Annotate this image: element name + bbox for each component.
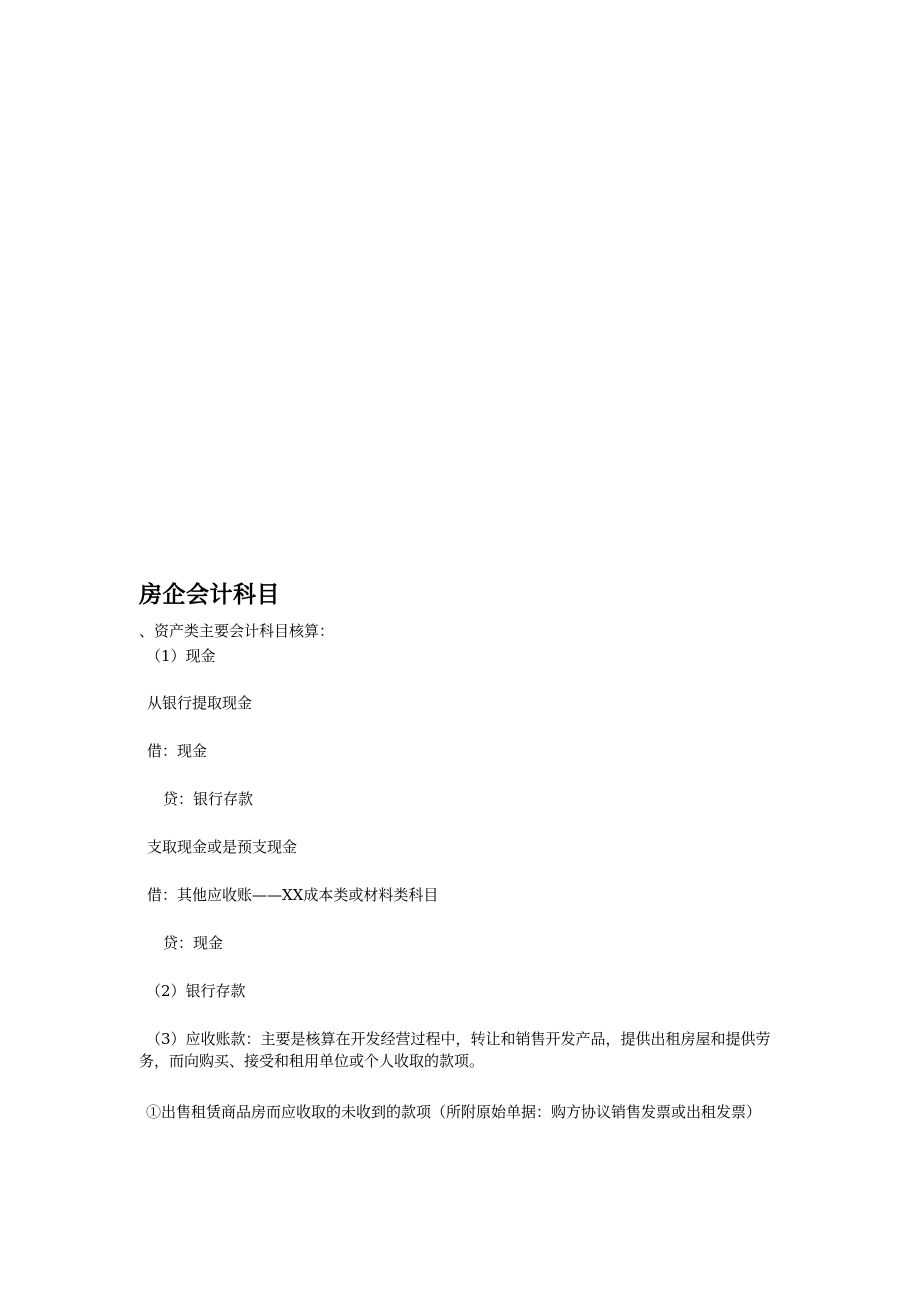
- item-bank-deposit-heading: （2）银行存款: [146, 982, 246, 1000]
- section-heading-assets: 、资产类主要会计科目核算：: [139, 622, 335, 640]
- text-withdraw-cash: 从银行提取现金: [147, 694, 253, 712]
- entry-credit-bank-deposit: 贷：银行存款: [163, 790, 254, 808]
- entry-debit-other-receivables: 借：其他应收账——XX成本类或材料类科目: [147, 886, 439, 904]
- document-title: 房企会计科目: [139, 582, 280, 608]
- item-cash-heading: （1）现金: [146, 647, 216, 665]
- item-sale-lease-receivable-paragraph: ①出售租赁商品房而应收取的未收到的款项（所附原始单据：购方协议销售发票或出租发票）: [146, 1103, 762, 1121]
- text-pay-cash: 支取现金或是预支现金: [147, 838, 298, 856]
- item-accounts-receivable-paragraph: （3）应收账款：主要是核算在开发经营过程中，转让和销售开发产品，提供出租房屋和提供劳务，而向购买、接受和租用单位或个人收取的款项。: [139, 1030, 771, 1070]
- entry-debit-cash: 借：现金: [147, 742, 208, 760]
- entry-credit-cash: 贷：现金: [163, 934, 224, 952]
